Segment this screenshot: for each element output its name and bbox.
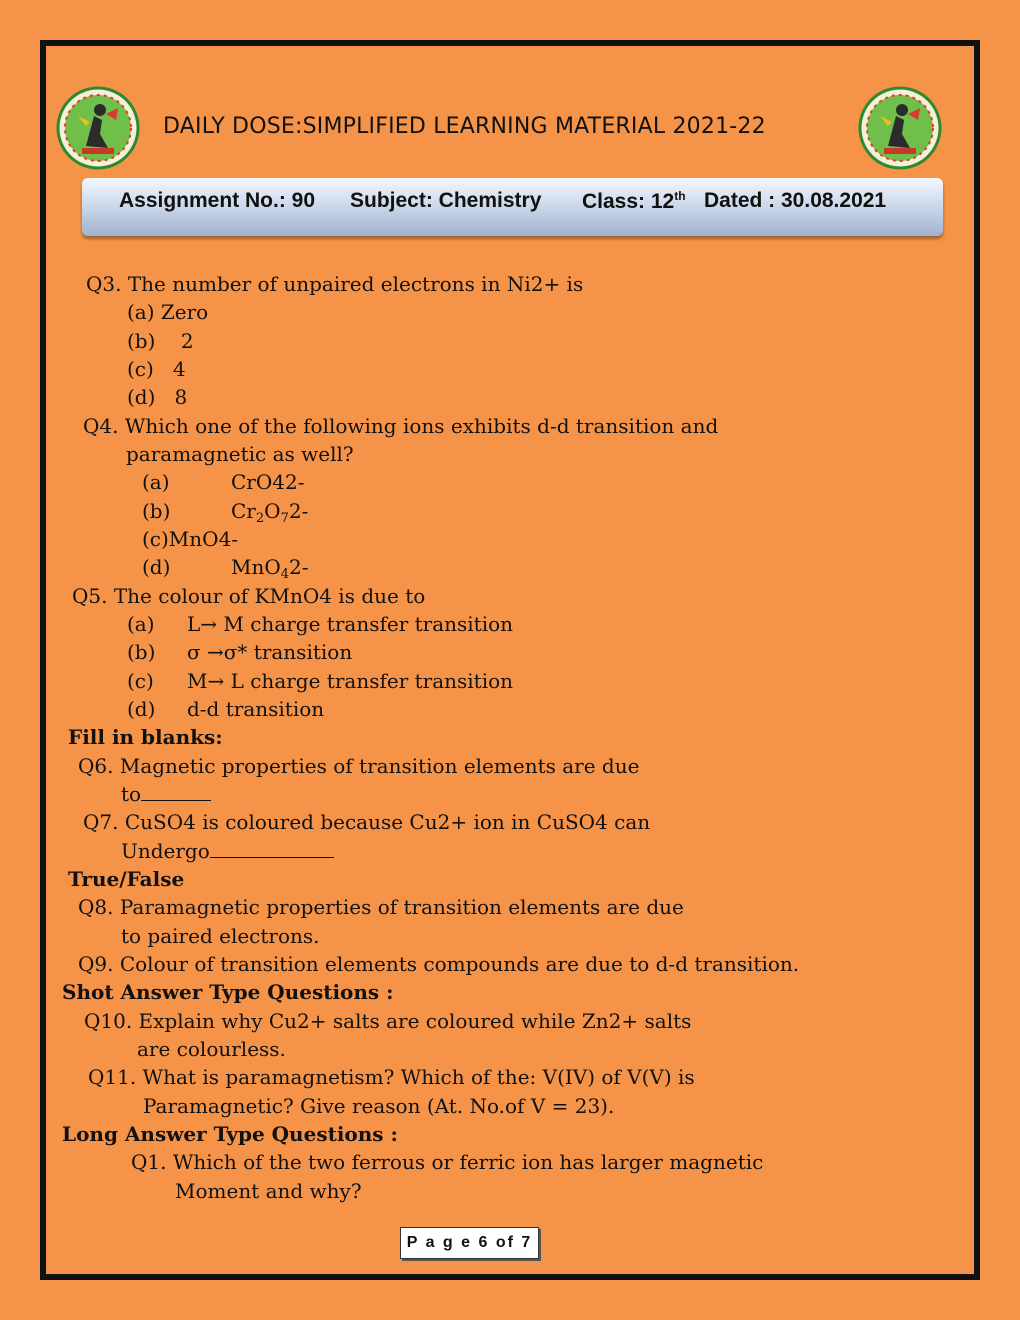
q6-blank	[141, 782, 211, 801]
q4-option-a-letter: (a)	[142, 470, 170, 494]
q5-option-b-text: σ →σ* transition	[187, 640, 353, 664]
page-number: P a g e 6 of 7	[400, 1227, 539, 1259]
q4-question-line2: paramagnetic as well?	[126, 442, 354, 466]
q11-line2: Paramagnetic? Give reason (At. No.of V = 23).	[143, 1094, 615, 1118]
assignment-number: Assignment No.: 90	[119, 189, 316, 212]
short-answer-heading: Shot Answer Type Questions :	[62, 980, 394, 1004]
q5-question: Q5. The colour of KMnO4 is due to	[72, 584, 426, 608]
formula-mno: MnO	[231, 555, 281, 579]
q6-line2	[121, 782, 211, 806]
q10-line1: Q10. Explain why Cu2+ salts are coloured while Zn2+ salts	[84, 1009, 692, 1033]
q5-option-c-letter: (c)	[127, 669, 154, 693]
q3-option-d: (d) 8	[127, 385, 188, 409]
q6-line1: Q6. Magnetic properties of transition elements are due	[78, 754, 640, 778]
long-q1-line1: Q1. Which of the two ferrous or ferric ion has larger magnetic	[131, 1150, 764, 1174]
q4-option-a-text: CrO42-	[231, 470, 305, 494]
q8-line2: to paired electrons.	[121, 924, 320, 948]
q7-blank	[210, 839, 334, 858]
q5-option-b-letter: (b)	[127, 640, 156, 664]
long-answer-heading: Long Answer Type Questions :	[62, 1122, 398, 1146]
q3-option-c: (c) 4	[127, 357, 186, 381]
q8-line1: Q8. Paramagnetic properties of transition elements are due	[78, 895, 684, 919]
material-title: DAILY DOSE:SIMPLIFIED LEARNING MATERIAL 2021-22	[163, 114, 766, 139]
q5-option-c-text: M→ L charge transfer transition	[187, 669, 514, 693]
long-q1-line2: Moment and why?	[175, 1179, 362, 1203]
true-false-heading: True/False	[68, 867, 185, 891]
formula-sub-4: 4	[280, 567, 290, 582]
formula-o: O	[264, 499, 281, 523]
assignment-bar	[82, 178, 943, 236]
q4-option-d-letter: (d)	[142, 555, 171, 579]
q10-line2: are colourless.	[137, 1037, 286, 1061]
school-logo-right	[858, 86, 942, 170]
class-prefix: Class: 12	[582, 190, 675, 213]
q5-option-d-letter: (d)	[127, 697, 156, 721]
q11-line1: Q11. What is paramagnetism? Which of the: V(IV) of V(V) is	[88, 1065, 695, 1089]
formula-charge: 2-	[288, 499, 309, 523]
q4-option-d-text	[231, 555, 309, 587]
q3-question: Q3. The number of unpaired electrons in Ni2+ is	[86, 272, 584, 296]
school-logo-left	[56, 86, 140, 170]
q3-option-a: (a) Zero	[127, 300, 209, 324]
q5-option-a-letter: (a)	[127, 612, 155, 636]
class-label	[582, 189, 686, 214]
q5-option-d-text: d-d transition	[187, 697, 325, 721]
formula-charge-d: 2-	[289, 555, 309, 579]
formula-sub-2: 2	[255, 511, 265, 526]
q4-option-b-letter: (b)	[142, 499, 171, 523]
subject-label: Subject: Chemistry	[350, 189, 542, 212]
q4-option-b-text	[231, 499, 308, 531]
q7-line2	[121, 839, 334, 863]
fill-blanks-heading: Fill in blanks:	[68, 725, 223, 749]
q4-option-c: (c)MnO4-	[142, 527, 239, 551]
q3-option-b: (b) 2	[127, 329, 194, 353]
q5-option-a-text: L→ M charge transfer transition	[187, 612, 514, 636]
formula-cr: Cr	[231, 499, 256, 523]
q7-undergo: Undergo	[121, 839, 210, 863]
date-label: Dated : 30.08.2021	[704, 189, 887, 212]
q6-to: to	[121, 782, 142, 806]
formula-sub-7: 7	[280, 511, 289, 526]
q4-question-line1: Q4. Which one of the following ions exhibits d-d transition and	[83, 414, 719, 438]
class-suffix: th	[674, 189, 686, 203]
q9-question: Q9. Colour of transition elements compounds are due to d-d transition.	[78, 952, 800, 976]
q7-line1: Q7. CuSO4 is coloured because Cu2+ ion in CuSO4 can	[83, 810, 651, 834]
